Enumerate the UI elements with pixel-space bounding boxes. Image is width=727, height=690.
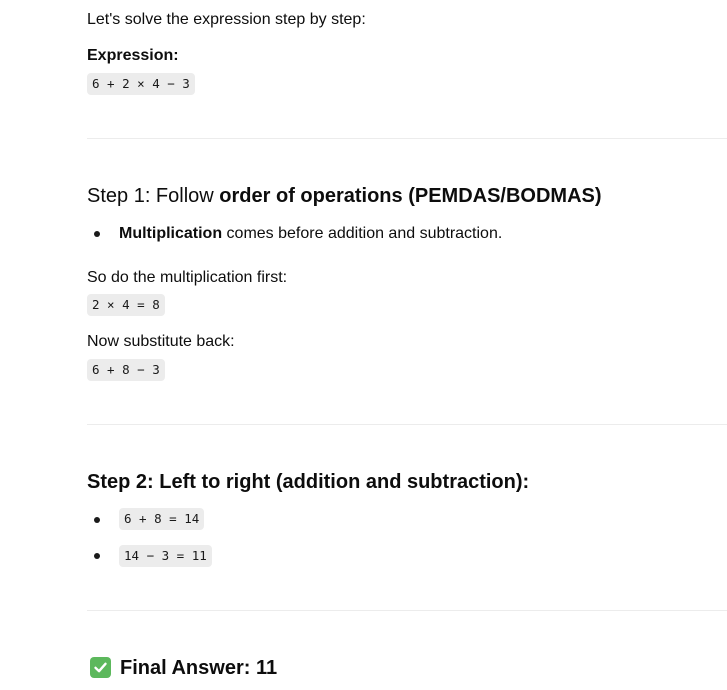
expression-code: 6 + 2 × 4 − 3 [87, 73, 195, 95]
step1-bullet-rest: comes before addition and subtraction. [222, 225, 503, 242]
step2-heading: Step 2: Left to right (addition and subtraction): [87, 471, 530, 493]
final-answer-label: Final Answer: [120, 657, 256, 679]
step1-code2: 6 + 8 − 3 [87, 359, 165, 381]
divider [87, 424, 727, 425]
expression-label: Expression: [87, 47, 179, 64]
step1-para1: So do the multiplication first: [87, 269, 288, 286]
step2-item-code: 6 + 8 = 14 [119, 508, 204, 530]
bullet-dot [94, 231, 100, 237]
step1-bullet-bold: Multiplication [119, 225, 223, 242]
step1-para2: Now substitute back: [87, 333, 235, 350]
intro-text: Let's solve the expression step by step: [87, 11, 366, 28]
step1-heading-bold: order of operations (PEMDAS/BODMAS) [219, 185, 602, 207]
bullet-dot [94, 553, 100, 559]
bullet-dot [94, 517, 100, 523]
divider [87, 138, 727, 139]
step1-heading [87, 183, 602, 209]
step1-code1: 2 × 4 = 8 [87, 294, 165, 316]
final-answer [120, 655, 277, 681]
step2-item-code: 14 − 3 = 11 [119, 545, 212, 567]
step1-bullet-text [119, 224, 502, 244]
final-answer-value: 11 [255, 657, 278, 679]
divider [87, 610, 727, 611]
check-mark-icon [90, 657, 111, 678]
step1-heading-prefix: Step 1: Follow [87, 185, 220, 207]
